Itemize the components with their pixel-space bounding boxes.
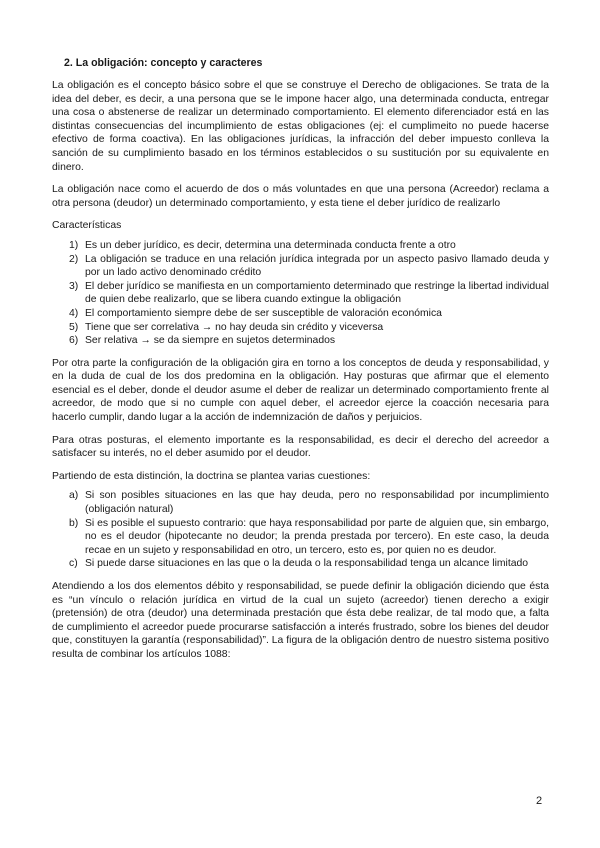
list-item: 5) Tiene que ser correlativa → no hay deuda sin crédito y viceversa: [69, 321, 384, 333]
paragraph-definition-final: Atendiendo a los dos elementos débito y responsabilidad, se puede definir la obligación diciendo que ésta es “un vínculo o relación jurídica en virtud de la cual un sujeto (acreedor) tienen derecho a exigir (pretensión) de otra (deudor) una determinada prestación que ésta debe realizar, de tal modo que, a falta de cumplimiento el acreedor puede procurarse satisfacción a interés frustrado, sobre los bienes del deudor que, constituyen la garantía (responsabilidad)”. La figura de la obligación dentro de nuestro sistema positivo resulta de combinar los artículos 1088:: [52, 581, 549, 660]
section-heading: 2. La obligación: concepto y caracteres: [64, 57, 263, 69]
paragraph-definition: La obligación es el concepto básico sobre el que se construye el Derecho de obligaciones. Se trata de la idea del deber, es decir, a una persona que se le impone hacer algo, una determinada conducta, entregar una cosa o abstenerse de realizar un determinado comportamiento. El elemento diferenciador está en las distintas consecuencias del incumplimiento de estas obligaciones (ej: el cumplimeito no puede hacerse efectivo de forma coactiva). En las obligaciones jurídicas, la infracción del deber impuesto conlleva la sanción de su cumplimiento basado en los términos establecidos o su sustitución por su equivalente en dinero.: [52, 80, 549, 173]
paragraph-origin: La obligación nace como el acuerdo de dos o más voluntades en que una persona (Acreedor) reclama a otra persona (deudor) un determinado comportamiento, y esta tiene el deber jurídico de realizarlo: [52, 184, 549, 209]
questions-list: [52, 489, 549, 571]
paragraph-debt-responsibility: Por otra parte la configuración de la obligación gira en torno a los conceptos de deuda y responsabilidad, y en la duda de cual de los dos predomina en la obligación. Hay posturas que afirmar que el elemento esencial es el deber, donde el deudor asume el deber de realizar un determinado comportamiento frente al acreedor, de modo que si no cumple con aquel deber, el acreedor ejerce la coacción necesaria para hacerlo cumplir, dando lugar a la acción de indemnización de daños y perjuicios.: [52, 357, 549, 424]
paragraph-other-positions: Para otras posturas, el elemento importante es la responsabilidad, es decir el derecho del acreedor a satisfacer su interés, no el deber asumido por el deudor.: [52, 434, 549, 460]
document-page: [52, 56, 549, 671]
characteristics-label: Características: [52, 220, 122, 232]
list-item: 1) Es un deber jurídico, es decir, determina una determinada conducta frente a otro: [69, 239, 456, 251]
list-item: 3) El deber jurídico se manifiesta en un comportamiento determinado que restringe la libertad individual de quien debe realizarlo, que se libera cuando extingue la obligación: [69, 280, 549, 306]
paragraph-distinction: Partiendo de esta distinción, la doctrina se plantea varias cuestiones:: [52, 470, 371, 482]
list-item: 6) Ser relativa → se da siempre en sujetos determinados: [69, 335, 336, 347]
characteristics-list: [52, 239, 549, 348]
list-item: c) Si puede darse situaciones en las que o la deuda o la responsabilidad tenga un alcance limitado: [69, 558, 529, 570]
list-item: 2) La obligación se traduce en una relación jurídica integrada por un aspecto pasivo llamado deuda y por un lado activo denominado crédito: [69, 253, 549, 279]
list-item: a) Si son posibles situaciones en las que hay deuda, pero no responsabilidad por incumplimiento (obligación natural): [69, 490, 549, 516]
page-number: 2: [536, 795, 543, 807]
list-item: b) Si es posible el supuesto contrario: que haya responsabilidad por parte de alguien que, sin embargo, no es el deudor (hipotecante no deudor; la prenda prestada por tercero). En este caso, la deuda recae en un sujeto y responsabilidad en otro, un tercero, esto es, por quien no es deudor.: [69, 517, 549, 556]
list-item: 4) El comportamiento siempre debe de ser susceptible de valoración económica: [69, 307, 442, 319]
